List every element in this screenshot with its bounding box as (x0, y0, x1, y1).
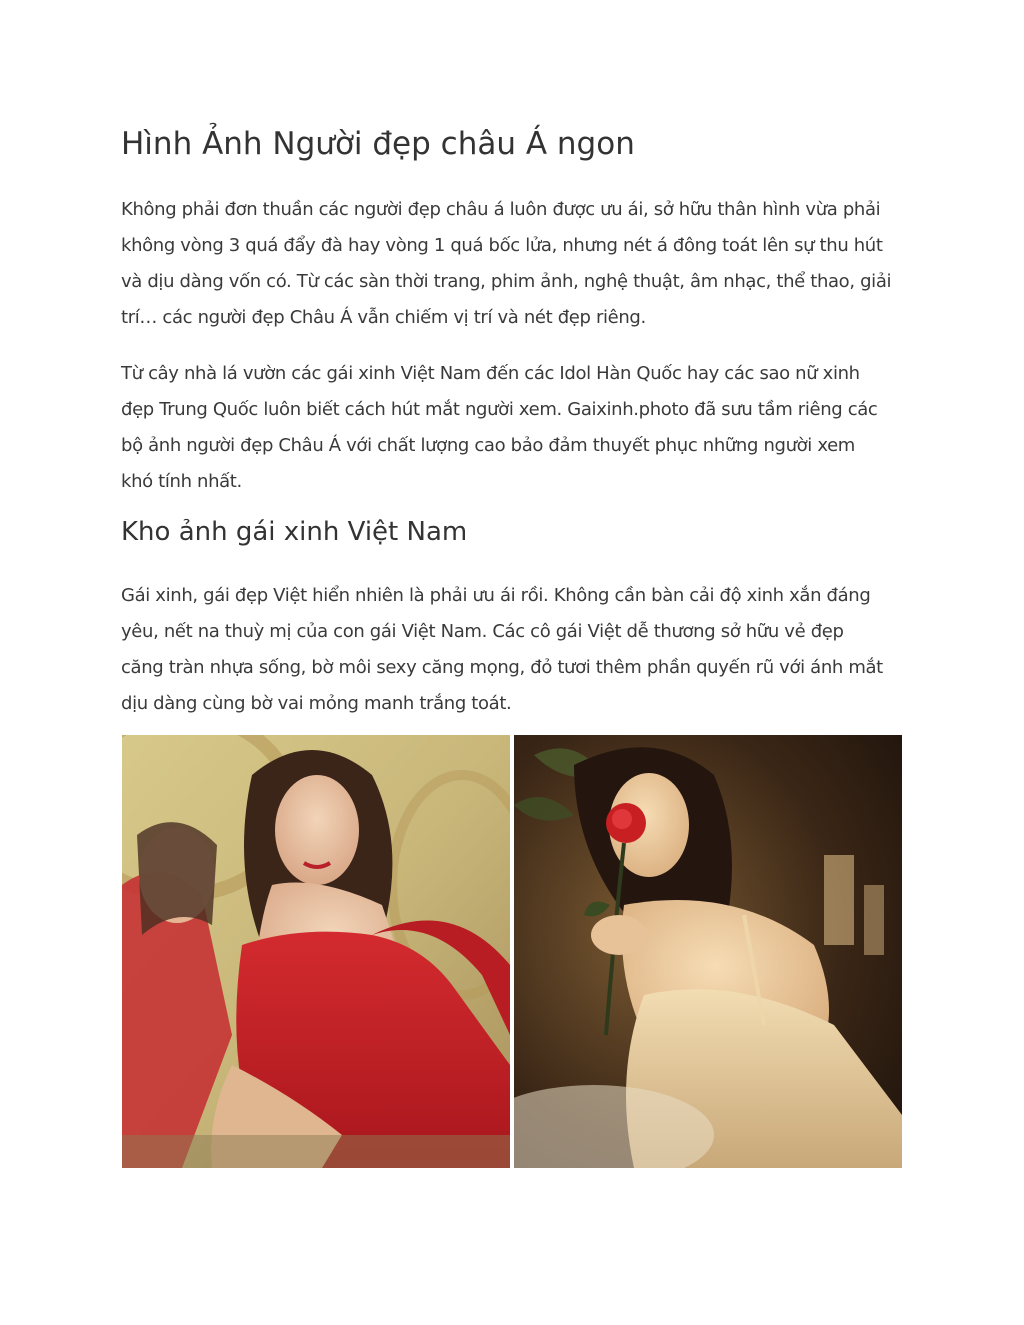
paragraph-line: căng tràn nhựa sống, bờ môi sexy căng mọng, đỏ tươi thêm phần quyến rũ với ánh mắt (121, 657, 883, 678)
paragraph-line: yêu, nết na thuỳ mị của con gái Việt Nam. Các cô gái Việt dễ thương sở hữu vẻ đẹp (121, 621, 844, 642)
paragraph-line: Không phải đơn thuần các người đẹp châu á luôn được ưu ái, sở hữu thân hình vừa phải (121, 199, 881, 220)
paragraph-line: dịu dàng cùng bờ vai mỏng manh trắng toát. (121, 693, 512, 714)
page-title: Hình Ảnh Người đẹp châu Á ngon (121, 126, 635, 162)
intro-paragraph-1 (121, 192, 906, 336)
paragraph-line: khó tính nhất. (121, 471, 242, 492)
paragraph-line: và dịu dàng vốn có. Từ các sàn thời trang, phim ảnh, nghệ thuật, âm nhạc, thể thao, giải (121, 271, 892, 292)
paragraph-line: không vòng 3 quá đẩy đà hay vòng 1 quá bốc lửa, nhưng nét á đông toát lên sự thu hút (121, 235, 883, 256)
paragraph-line: Từ cây nhà lá vườn các gái xinh Việt Nam đến các Idol Hàn Quốc hay các sao nữ xinh (121, 363, 860, 384)
paragraph-line: đẹp Trung Quốc luôn biết cách hút mắt người xem. Gaixinh.photo đã sưu tầm riêng các (121, 399, 878, 420)
section-paragraph (121, 578, 906, 722)
photo-woman-red-dress (122, 735, 510, 1168)
photo-red-dress-image (122, 735, 510, 1168)
paragraph-line: Gái xinh, gái đẹp Việt hiển nhiên là phải ưu ái rồi. Không cần bàn cải độ xinh xắn đáng (121, 585, 871, 606)
photo-woman-with-rose (514, 735, 902, 1168)
intro-paragraph-2 (121, 356, 906, 500)
paragraph-line: bộ ảnh người đẹp Châu Á với chất lượng cao bảo đảm thuyết phục những người xem (121, 435, 855, 456)
section-heading: Kho ảnh gái xinh Việt Nam (121, 517, 468, 547)
paragraph-line: trí… các người đẹp Châu Á vẫn chiếm vị trí và nét đẹp riêng. (121, 307, 646, 328)
photo-rose-image (514, 735, 902, 1168)
